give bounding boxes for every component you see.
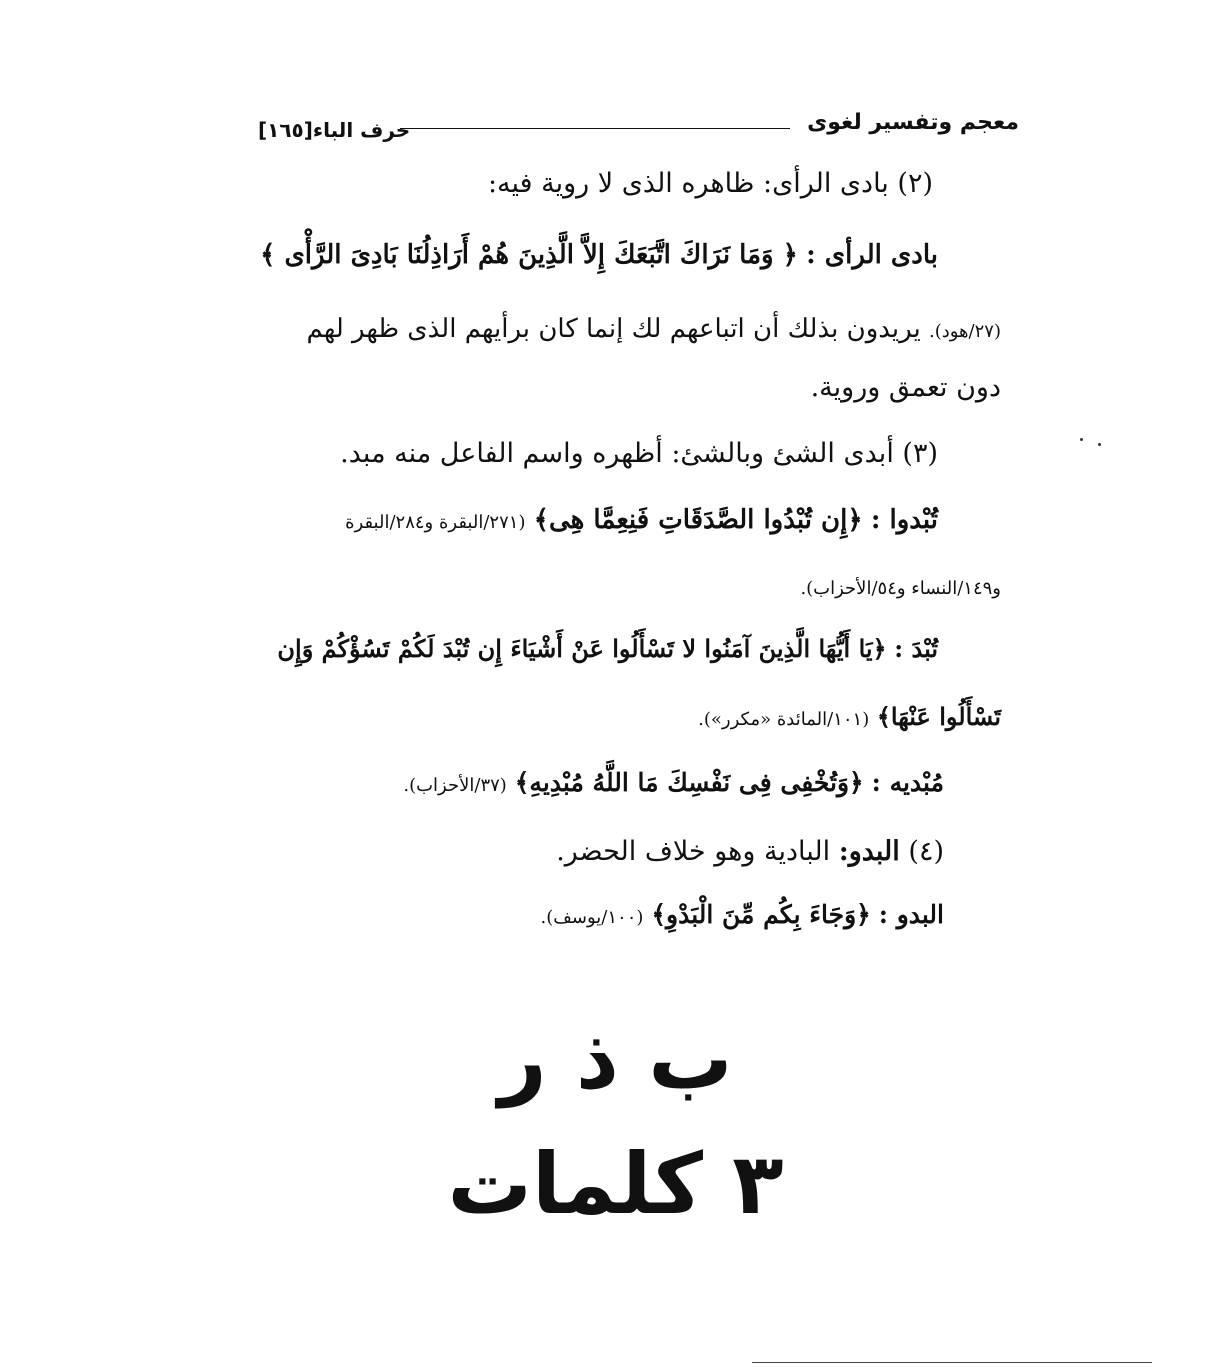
entry-2-explanation-1: يريدون بذلك أن اتباعهم لك إنما كان برأيهم الذى ظهر لهم <box>306 314 921 344</box>
entry-3-term-2: تُبْدَ : <box>894 634 938 663</box>
entry-2-verse: ﴿ وَمَا نَرَاكَ اتَّبَعَكَ إِلاَّ الَّذِينَ هُمْ أَرَاذِلُنَا بَادِىَ الرَّأْى ﴾ <box>260 240 798 270</box>
entry-3-line-4 <box>403 768 944 797</box>
entry-2-explanation-2: دون تعمق وروية. <box>810 372 1001 403</box>
entry-4-number: (٤) <box>908 836 944 867</box>
entry-3-definition: (٣) أبدى الشئ وبالشئ: أظهره واسم الفاعل منه مبد. <box>340 438 938 469</box>
word-count-heading: ٣ كلمات <box>447 1135 784 1233</box>
entry-4-line <box>541 900 944 929</box>
entry-2-line <box>260 240 938 270</box>
entry-3-line-1 <box>345 505 938 535</box>
entry-3-reference-1b: و١٤٩/النساء و٥٤/الأحزاب). <box>800 578 1001 599</box>
scan-speck <box>1098 443 1101 446</box>
entry-3-verse-3: ﴿وَتُخْفِى فِى نَفْسِكَ مَا اللَّهُ مُبْدِيهِ﴾ <box>514 768 864 797</box>
entry-3-reference-3: (٣٧/الأحزاب). <box>403 775 507 796</box>
header-rule <box>400 128 790 129</box>
entry-4-meaning: البادية وهو خلاف الحضر. <box>556 836 831 867</box>
entry-3-term-3: مُبْديه : <box>871 768 944 797</box>
entry-3-reference-1a: (٢٧١/البقرة و٢٨٤/البقرة <box>345 512 526 533</box>
entry-2-explanation-line-1 <box>307 314 1001 344</box>
entry-4-term-2: البدو : <box>878 900 944 929</box>
entry-4-definition <box>556 836 944 867</box>
book-title: معجم وتفسير لغوى <box>807 110 1019 135</box>
entry-2-term: بادى الرأى : <box>806 240 938 270</box>
footer-rule <box>752 1362 1152 1363</box>
entry-3-reference-2: (١٠١/المائدة «مكرر»). <box>698 709 870 730</box>
entry-3-term-1: تُبْدوا : <box>870 505 938 535</box>
entry-4-verse: ﴿وَجَاءَ بِكُم مِّنَ الْبَدْوِ﴾ <box>651 900 871 929</box>
entry-2-reference: (٢٧/هود). <box>929 321 1001 342</box>
entry-4-reference: (١٠٠/يوسف). <box>540 907 644 928</box>
entry-3-line-2 <box>277 634 938 663</box>
scan-speck <box>1080 438 1083 441</box>
entry-3-verse-1: ﴿إِن تُبْدُوا الصَّدَقَاتِ فَنِعِمَّا هِى﴾ <box>533 505 863 535</box>
entry-3-verse-2a: ﴿يَا أَيُّهَا الَّذِينَ آمَنُوا لا تَسْأَلُوا عَنْ أَشْيَاءَ إِن تُبْدَ لَكُمْ تَسُؤْكُمْ وَإِن <box>277 634 887 663</box>
section-label: حرف الباء[١٦٥] <box>258 118 411 142</box>
entry-3-line-3 <box>698 702 1001 731</box>
entry-4-term: البدو: <box>838 836 900 867</box>
entry-2-definition: (٢) بادى الرأى: ظاهره الذى لا روية فيه: <box>487 168 933 199</box>
root-heading: ب ذ ر <box>498 1010 733 1108</box>
entry-3-verse-2b: تَسْأَلُوا عَنْهَا﴾ <box>876 702 1001 731</box>
